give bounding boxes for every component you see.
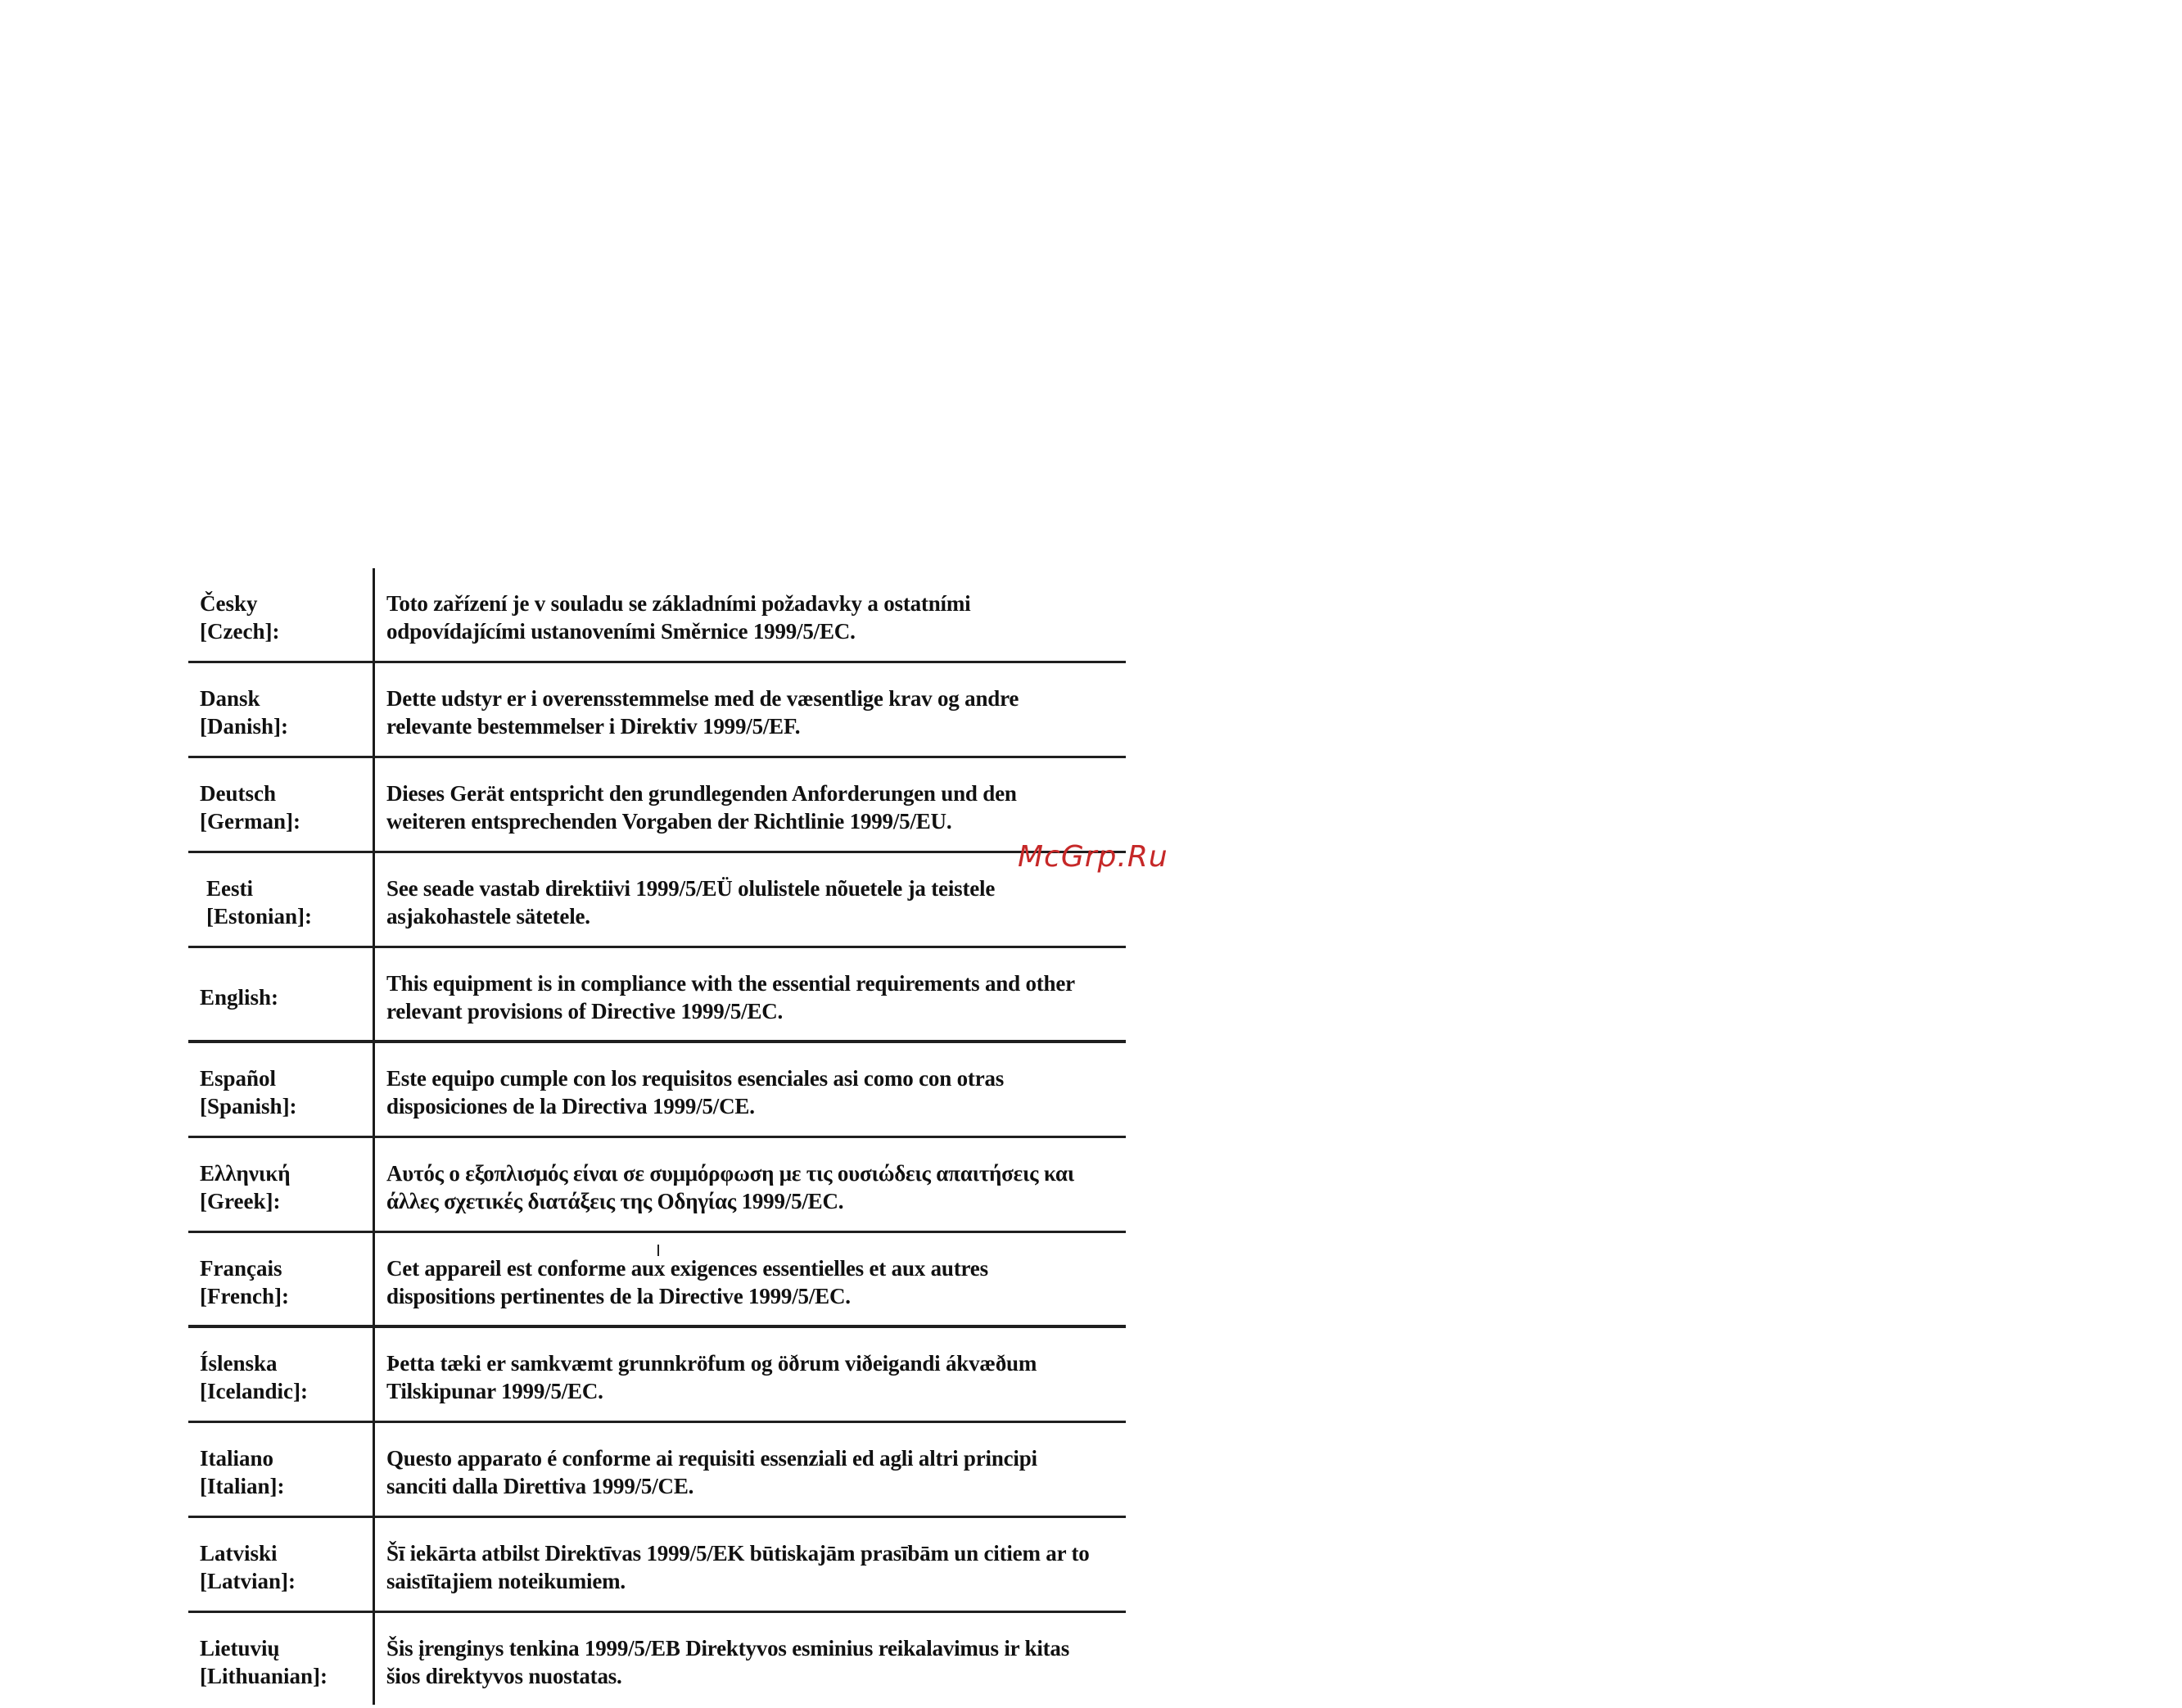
- declaration-text: Questo apparato é conforme ai requisiti essenziali ed agli altri principi sanciti dalla Direttiva 1999/5/CE.: [386, 1446, 1037, 1498]
- declaration-text: Þetta tæki er samkvæmt grunnkröfum og öðrum viðeigandi ákvæðum Tilskipunar 1999/5/EC.: [386, 1351, 1037, 1403]
- language-label: Česky [Czech]:: [200, 591, 280, 644]
- table-row-lithuanian: [188, 1613, 1126, 1708]
- language-label: Eesti [Estonian]:: [206, 876, 313, 929]
- table-row-german: [188, 758, 1126, 853]
- language-label: Deutsch [German]:: [200, 781, 300, 834]
- language-label: Français [French]:: [200, 1256, 289, 1308]
- stray-tick-mark: [657, 1245, 659, 1256]
- language-label: Íslenska [Icelandic]:: [200, 1351, 308, 1403]
- language-label: Lietuvių [Lithuanian]:: [200, 1636, 328, 1688]
- table-row-italian: [188, 1423, 1126, 1518]
- declaration-text: Šis įrenginys tenkina 1999/5/EB Direktyvos esminius reikalavimus ir kitas šios direktyvos nuostatas.: [386, 1636, 1070, 1688]
- declaration-text: Toto zařízení je v souladu se základními požadavky a ostatními odpovídajícími ustanoveními Směrnice 1999/5/EC.: [386, 591, 971, 644]
- language-label: Ελληνική [Greek]:: [200, 1161, 291, 1213]
- declaration-text: See seade vastab direktiivi 1999/5/EÜ olulistele nõuetele ja teistele asjakohastele sätetele.: [386, 876, 996, 929]
- compliance-table: [188, 568, 1126, 1705]
- language-label: Dansk [Danish]:: [200, 686, 289, 739]
- table-row-latvian: [188, 1518, 1126, 1613]
- language-label: English:: [200, 985, 279, 1010]
- table-row-estonian: [188, 853, 1126, 948]
- table-row-danish: [188, 663, 1126, 758]
- declaration-text: Este equipo cumple con los requisitos esenciales asi como con otras disposiciones de la Directiva 1999/5/CE.: [386, 1066, 1005, 1118]
- language-label: Español [Spanish]:: [200, 1066, 297, 1118]
- watermark: McGrp.Ru: [1018, 840, 1168, 874]
- table-row-english: [188, 948, 1126, 1043]
- table-row-czech: [188, 568, 1126, 663]
- language-label: Latviski [Latvian]:: [200, 1541, 296, 1593]
- table-row-spanish: [188, 1043, 1126, 1138]
- declaration-text: Dette udstyr er i overensstemmelse med de væsentlige krav og andre relevante bestemmelser i Direktiv 1999/5/EF.: [386, 686, 1019, 739]
- declaration-text: Šī iekārta atbilst Direktīvas 1999/5/EK būtiskajām prasībām un citiem ar to saistītajiem noteikumiem.: [386, 1541, 1090, 1593]
- table-row-icelandic: [188, 1328, 1126, 1423]
- table-row-greek: [188, 1138, 1126, 1233]
- declaration-text: Cet appareil est conforme aux exigences essentielles et aux autres dispositions pertinentes de la Directive 1999/5/EC.: [386, 1256, 988, 1308]
- declaration-text: Αυτός ο εξοπλισμός είναι σε συμμόρφωση με τις ουσιώδεις απαιτήσεις και άλλες σχετικές διατάξεις της Οδηγίας 1999/5/EC.: [386, 1161, 1074, 1213]
- language-label: Italiano [Italian]:: [200, 1446, 285, 1498]
- declaration-text: Dieses Gerät entspricht den grundlegenden Anforderungen und den weiteren entsprechenden Vorgaben der Richtlinie 1999/5/EU.: [386, 781, 1017, 834]
- declaration-text: This equipment is in compliance with the essential requirements and other relevant provisions of Directive 1999/5/EC.: [386, 971, 1075, 1023]
